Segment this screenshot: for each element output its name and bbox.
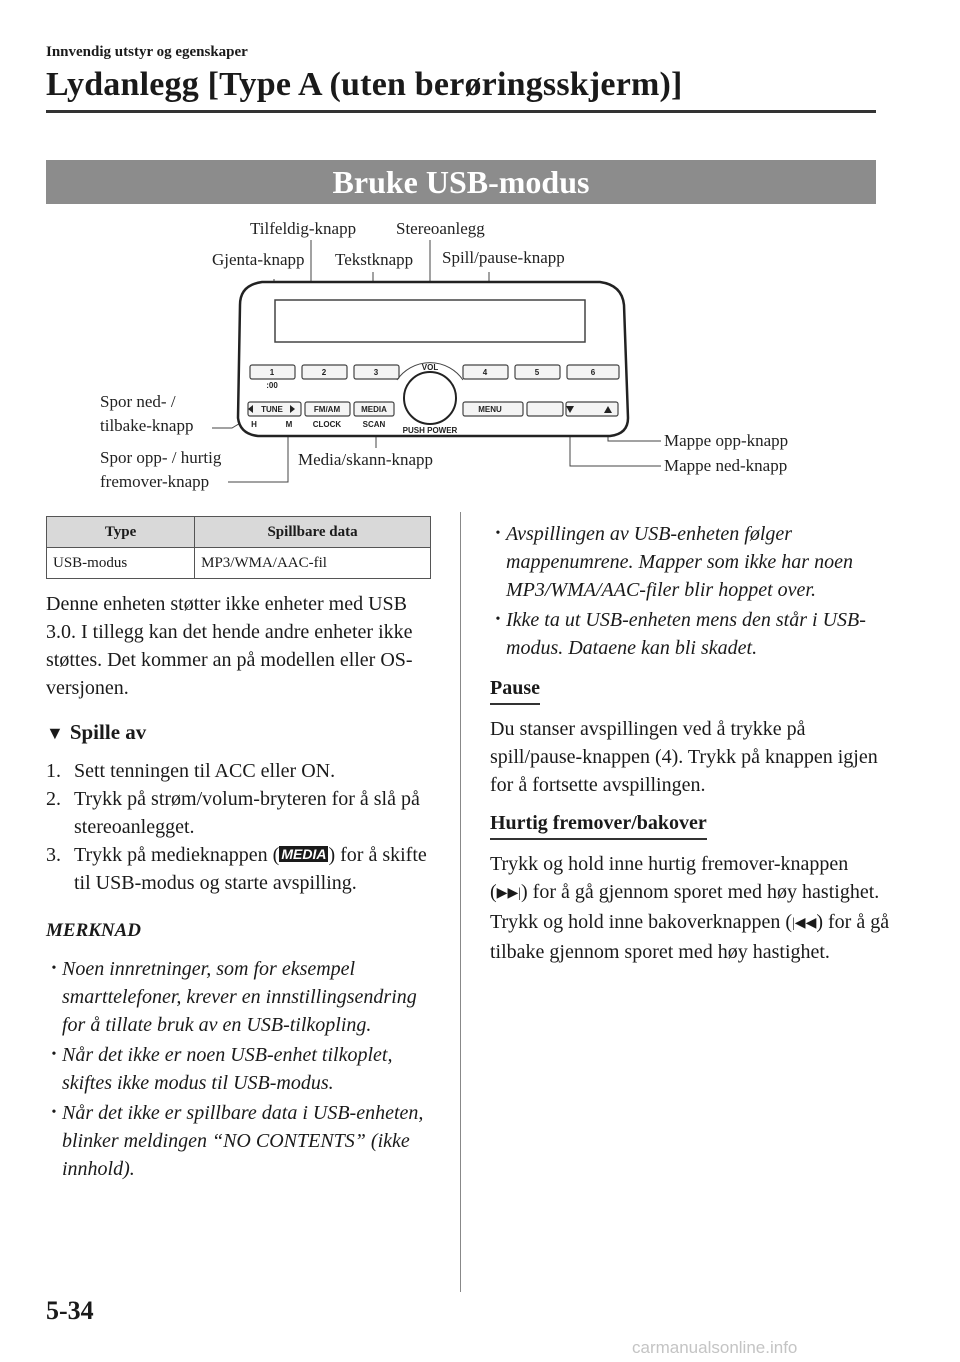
note-list xyxy=(46,955,441,1183)
step-text-post: ) for å skifte til USB-modus og starte avspilling. xyxy=(74,844,427,894)
list-item xyxy=(46,955,441,1039)
rew-text-pre: Trykk og hold inne bakoverknappen ( xyxy=(490,911,792,933)
column-divider xyxy=(460,512,461,1292)
clock-label: CLOCK xyxy=(312,420,342,429)
media-button-icon: MEDIA xyxy=(281,846,327,862)
intro-paragraph: Denne enheten støtter ikke enheter med USB 3.0. I tillegg kan det hende andre enheter ikke støttes. Det kommer an på modellen eller OS-versjonen. xyxy=(46,593,413,699)
label-repeat-button: Gjenta-knapp xyxy=(212,250,305,269)
left-column xyxy=(46,590,441,1185)
pause-paragraph: Du stanser avspillingen ved å trykke på spill/pause-knappen (4). Trykk på knappen igjen for å fortsette avspillingen. xyxy=(490,718,878,796)
fm-am-label: FM/AM xyxy=(313,405,341,414)
playable-data-table xyxy=(46,516,431,579)
watermark: carmanualsonline.info xyxy=(632,1338,798,1357)
preset-2-label: 2 xyxy=(321,368,327,377)
play-heading-text: Spille av xyxy=(69,720,147,744)
bullet-icon: • xyxy=(495,526,501,541)
table-header-data: Spillbare data xyxy=(195,517,431,548)
stereo-unit-diagram xyxy=(0,0,960,520)
rewind-icon: |◀◀ xyxy=(792,916,817,931)
label-text-button: Tekstknapp xyxy=(335,250,414,269)
ff-text-post: ) for å gå gjennom sporet med høy hastighet. xyxy=(521,881,880,903)
list-item xyxy=(490,520,890,604)
note-list-continued xyxy=(490,520,890,662)
play-steps xyxy=(46,757,441,897)
list-item xyxy=(46,1099,441,1183)
label-track-down-line1: Spor ned- / xyxy=(100,392,176,411)
right-column xyxy=(490,520,890,966)
section-label: Innvendig utstyr og egenskaper xyxy=(46,44,248,60)
note-text: Ikke ta ut USB-enheten mens den står i USB-modus. Dataene kan bli skadet. xyxy=(506,609,866,659)
h-label: H xyxy=(251,420,257,429)
note-text: Når det ikke er spillbare data i USB-enheten, blinker meldingen “NO CONTENTS” (ikke innhold). xyxy=(62,1102,424,1180)
label-folder-up-button: Mappe opp-knapp xyxy=(664,431,789,450)
note-text: Noen innretninger, som for eksempel smarttelefoner, krever en innstillingsendring for å tillate bruk av en USB-tilkopling. xyxy=(62,958,417,1036)
note-text: Avspillingen av USB-enheten følger mappenumrene. Mapper som ikke har noen MP3/WMA/AAC-filer blir hoppet over. xyxy=(506,523,853,601)
preset-4-label: 4 xyxy=(482,368,488,377)
label-play-pause-button: Spill/pause-knapp xyxy=(442,248,565,267)
ff-text-pre: Trykk og hold inne hurtig fremover-knappen ( xyxy=(490,853,849,903)
label-track-up-line2: fremover-knapp xyxy=(100,472,210,491)
preset-3-label: 3 xyxy=(373,368,379,377)
step-text-pre: Trykk på medieknappen ( xyxy=(74,844,280,866)
rew-text-post: ) for å gå tilbake gjennom sporet med høy hastighet. xyxy=(490,911,890,963)
preset-1-label: 1 xyxy=(269,368,275,377)
section-banner: Bruke USB-modus xyxy=(46,160,876,204)
play-section-heading xyxy=(46,718,441,747)
table-cell-data: MP3/WMA/AAC-fil xyxy=(195,548,431,579)
vol-label: VOL xyxy=(421,363,439,372)
list-item xyxy=(46,785,441,841)
fast-forward-icon: ▶▶| xyxy=(496,886,522,901)
label-shuffle-button: Tilfeldig-knapp xyxy=(250,219,357,238)
step-text: Trykk på strøm/volum-bryteren for å slå på stereoanlegget. xyxy=(74,788,420,838)
menu-label: MENU xyxy=(478,405,502,414)
push-power-label: PUSH POWER xyxy=(402,426,458,435)
step-number: 3. xyxy=(46,844,61,866)
fast-forward-paragraph xyxy=(490,850,890,908)
page-title: Lydanlegg [Type A (uten berøringsskjerm)] xyxy=(46,66,683,103)
label-track-down-line2: tilbake-knapp xyxy=(100,416,194,435)
label-media-scan-button: Media/skann-knapp xyxy=(298,450,434,469)
bullet-icon: • xyxy=(495,612,501,627)
step-text xyxy=(74,841,441,897)
preset-5-label: 5 xyxy=(534,368,540,377)
preset-6-label: 6 xyxy=(590,368,596,377)
step-number: 2. xyxy=(46,788,61,810)
triangle-down-icon: ▼ xyxy=(46,723,64,743)
page-number: 5-34 xyxy=(46,1296,94,1325)
media-label: MEDIA xyxy=(361,405,387,414)
bullet-icon: • xyxy=(51,961,57,976)
note-title: MERKNAD xyxy=(46,920,142,941)
m-label: M xyxy=(285,420,293,429)
table-row xyxy=(47,548,431,579)
step-number: 1. xyxy=(46,760,61,782)
rewind-paragraph xyxy=(490,908,890,966)
table-cell-type: USB-modus xyxy=(47,548,195,579)
list-item xyxy=(46,1041,441,1097)
step-text: Sett tenningen til ACC eller ON. xyxy=(74,760,336,782)
list-item xyxy=(490,606,890,662)
label-stereo: Stereoanlegg xyxy=(396,219,485,238)
bullet-icon: • xyxy=(51,1105,57,1120)
label-track-up-line1: Spor opp- / hurtig xyxy=(100,448,222,467)
tune-label: TUNE xyxy=(261,405,283,414)
note-text: Når det ikke er noen USB-enhet tilkoplet, skiftes ikke modus til USB-modus. xyxy=(62,1044,393,1094)
label-folder-down-button: Mappe ned-knapp xyxy=(664,456,788,475)
list-item xyxy=(46,841,441,897)
table-header-type: Type xyxy=(47,517,195,548)
clock-00-label: :00 xyxy=(266,381,278,390)
pause-heading: Pause xyxy=(490,674,540,705)
list-item xyxy=(46,757,441,785)
fast-forward-heading: Hurtig fremover/bakover xyxy=(490,809,707,840)
bullet-icon: • xyxy=(51,1047,57,1062)
scan-label: SCAN xyxy=(362,420,386,429)
